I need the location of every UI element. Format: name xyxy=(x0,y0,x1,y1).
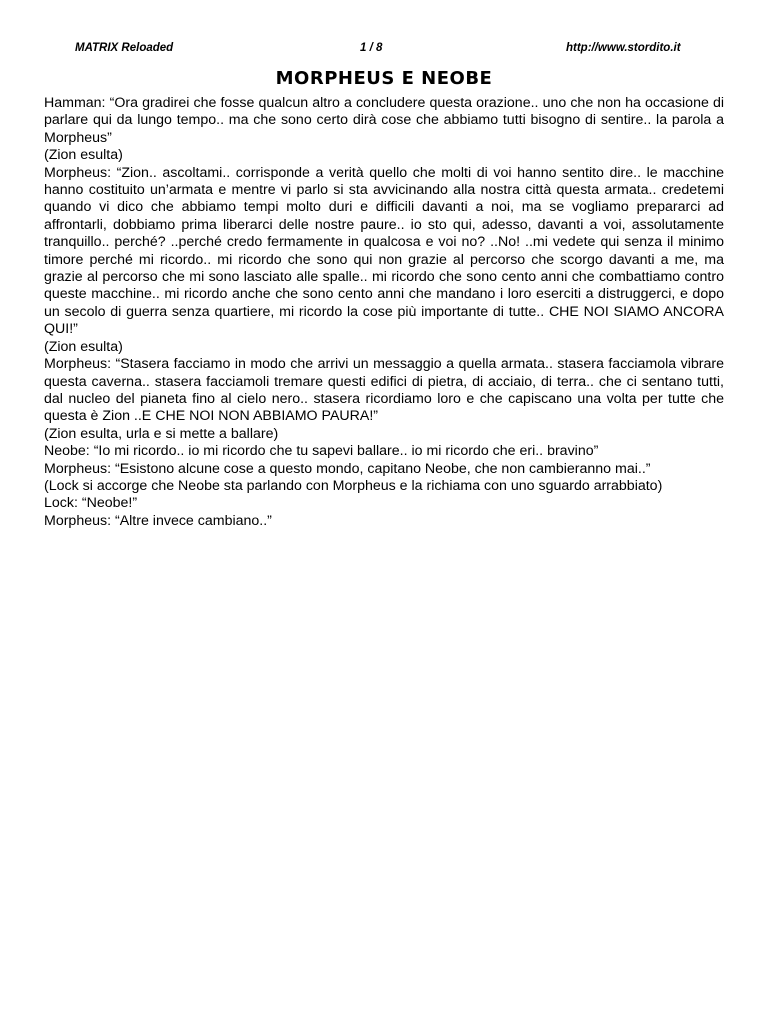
dialogue-hamman: Hamman: “Ora gradirei che fosse qualcun altro a concludere questa orazione.. uno che non ha occasione di parlare qui da lungo tempo.. ma che sono certo dirà cose che abbiamo tutti bisogno di sentire.. la parola a Morpheus” xyxy=(44,95,724,146)
dialogue-morpheus-speech-2: Morpheus: “Stasera facciamo in modo che arrivi un messaggio a quella armata.. stasera facciamola vibrare questa caverna.. stasera facciamoli tremare questi edifici di pietra, di acciaio, di terra.. che ci sentano tutti, dal nucleo del pianeta fino al cielo nero.. stasera ricordiamo loro e che capiscano una volta per tutte che questa è Zion ..E CHE NOI NON ABBIAMO PAURA!” xyxy=(44,356,724,425)
header-page-number: 1 / 8 xyxy=(360,42,383,54)
dialogue-morpheus-reply: Morpheus: “Esistono alcune cose a questo mondo, capitano Neobe, che non cambieranno mai..” xyxy=(44,460,651,477)
header-document-title: MATRIX Reloaded xyxy=(75,42,174,54)
stage-direction: (Zion esulta, urla e si mette a ballare) xyxy=(44,425,279,442)
dialogue-morpheus-speech: Morpheus: “Zion.. ascoltami.. corrisponde a verità quello che molti di voi hanno sentito dire.. le macchine hanno costituito un’armata e mentre vi parlo si sta avvicinando alla nostra città questa armata.. credetemi quando vi dico che abbiamo tempi molto duri e difficili davanti a noi, ma se vogliamo prepararci ad affrontarli, dobbiamo prima liberarci delle nostre paure.. io sto qui, adesso, davanti a voi, assolutamente tranquillo.. perché? ..perché credo fermamente in qualcosa e voi no? ..No! ..mi vedete qui senza il minimo timore perché mi ricordo.. mi ricordo che sono qui non grazie al percorso che scorgo davanti a me, ma grazie al percorso che mi sono lasciato alle spalle.. mi ricordo che sono cento anni che combattiamo contro queste macchine.. mi ricordo anche che sono cento anni che mandano i loro eserciti a distruggerci, e dopo un secolo di guerra senza quartiere, mi ricordo la cose più importante di tutte.. CHE NOI SIAMO ANCORA QUI!” xyxy=(44,164,724,338)
document-body xyxy=(44,95,724,530)
stage-direction: (Zion esulta) xyxy=(44,147,123,164)
dialogue-neobe: Neobe: “Io mi ricordo.. io mi ricordo che tu sapevi ballare.. io mi ricordo che eri.. bravino” xyxy=(44,443,599,460)
dialogue-lock: Lock: “Neobe!” xyxy=(44,495,138,512)
scene-title: MORPHEUS E NEOBE xyxy=(275,68,493,89)
header-website-url: http://www.stordito.it xyxy=(566,42,681,54)
page-header xyxy=(0,42,768,58)
stage-direction: (Zion esulta) xyxy=(44,338,123,355)
stage-direction: (Lock si accorge che Neobe sta parlando con Morpheus e la richiama con uno sguardo arrabbiato) xyxy=(44,477,663,494)
dialogue-morpheus-final: Morpheus: “Altre invece cambiano..” xyxy=(44,512,272,529)
